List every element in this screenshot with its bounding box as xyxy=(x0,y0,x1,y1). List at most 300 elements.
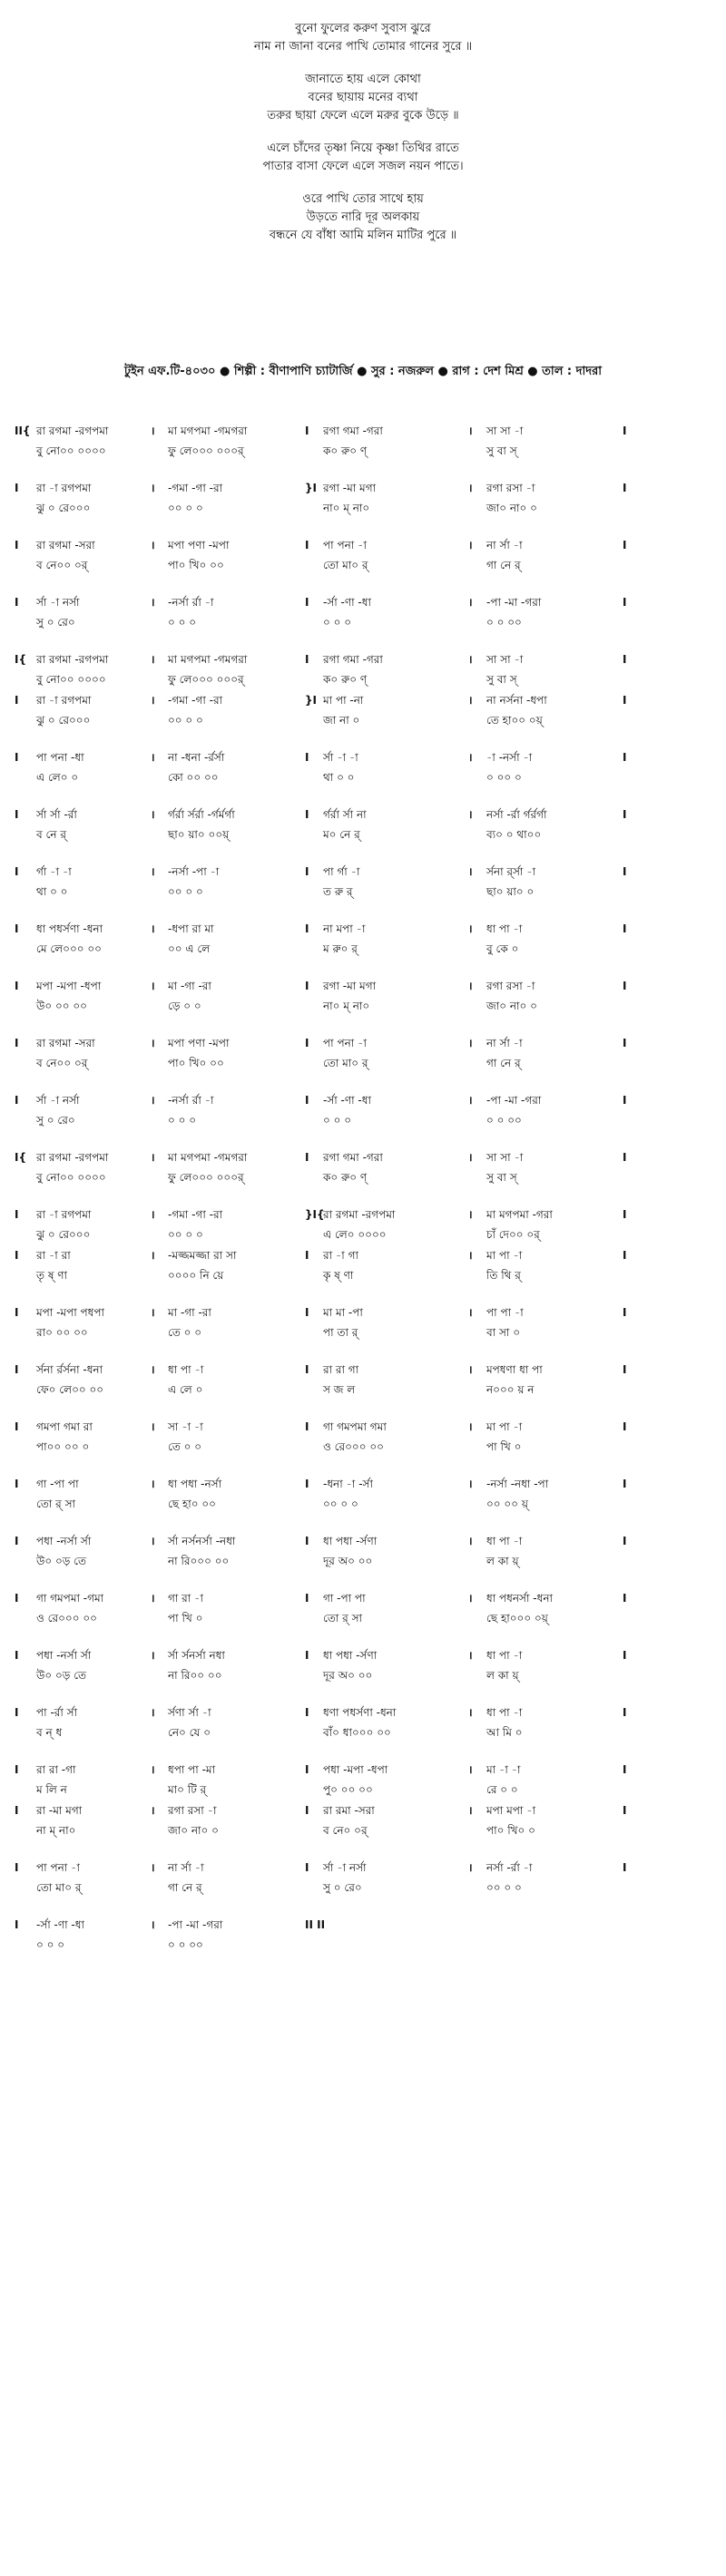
bar-mark: I xyxy=(15,1861,19,1874)
swara-cell: রা রগমা -রগপমা xyxy=(36,1151,109,1164)
bol-cell: ল কা য়্ xyxy=(486,1555,519,1567)
swara-cell: মা মা -পা xyxy=(323,1306,363,1319)
bol-cell: থা ০ ০ xyxy=(36,885,68,898)
swara-row xyxy=(0,921,726,937)
bar-mark: । xyxy=(151,1249,155,1262)
bol-cell: চাঁ দে০০ ০র্ xyxy=(486,1228,540,1241)
bar-mark: । xyxy=(151,1306,155,1319)
notation-line xyxy=(0,651,726,691)
bar-mark: I xyxy=(305,1306,309,1319)
bol-cell: ০ ০ ০ xyxy=(168,616,197,629)
swara-row xyxy=(0,1647,726,1664)
bar-mark: । xyxy=(468,1363,473,1376)
bol-cell: কো ০০ ০০ xyxy=(168,771,219,784)
bar-mark: । xyxy=(151,751,155,764)
bol-row xyxy=(0,557,726,573)
swara-cell: মপা মপা -া xyxy=(486,1804,536,1817)
swara-cell: মা -গা -রা xyxy=(168,1306,211,1319)
lyric-line: বনের ছায়ায় মনের ব্যথা xyxy=(308,91,418,104)
bol-cell: বা সা ০ xyxy=(486,1326,520,1339)
bol-cell: এ লে০ ০ xyxy=(36,771,79,784)
bol-cell: সু বা স্ xyxy=(486,444,517,457)
bol-row xyxy=(0,1553,726,1569)
bar-mark: । xyxy=(468,424,473,437)
bol-row xyxy=(0,998,726,1014)
bar-mark: I xyxy=(15,1478,19,1490)
bar-mark: । xyxy=(151,1208,155,1221)
bar-mark: । xyxy=(151,596,155,609)
bol-cell: না০ ম্ না০ xyxy=(323,1000,370,1012)
swara-row xyxy=(0,1092,726,1108)
bar-mark: I xyxy=(623,1094,627,1107)
swara-cell: -পা -মা -গরা xyxy=(486,1094,542,1107)
bar-mark: । xyxy=(468,1804,473,1817)
bar-mark: I xyxy=(623,1037,627,1049)
bar-mark: I xyxy=(15,1037,19,1049)
swara-row xyxy=(0,1247,726,1264)
bar-mark: । xyxy=(151,1420,155,1433)
swara-cell: -মজ্জমজ্জা রা সা xyxy=(168,1249,237,1262)
swara-cell: ধণা পধর্সণা -ধনা xyxy=(323,1706,397,1719)
bar-mark: । xyxy=(468,653,473,666)
bol-cell: তো র্ সা xyxy=(323,1612,362,1625)
lyric-line: উড়তে নারি দূর অলকায় xyxy=(306,210,420,224)
swara-row xyxy=(0,651,726,668)
bar-mark: । xyxy=(468,1306,473,1319)
bar-mark: I xyxy=(15,1208,19,1221)
bar-mark: I xyxy=(623,1249,627,1262)
swara-cell: ধা পা -া xyxy=(486,1706,523,1719)
lyric-line: এলে চাঁদের তৃষ্ণা নিয়ে কৃষ্ণা তিথির রাতে xyxy=(267,141,459,155)
notation-line xyxy=(0,1704,726,1744)
bol-cell: না রি০০ ০০ xyxy=(168,1669,222,1682)
bol-row xyxy=(0,1226,726,1243)
bol-cell: রে ০ ০ xyxy=(486,1783,518,1796)
bar-mark: । xyxy=(151,1804,155,1817)
notation-line xyxy=(0,1917,726,1956)
bar-mark: I xyxy=(305,1363,309,1376)
swara-cell: রা রমা -সরা xyxy=(323,1804,375,1817)
bar-mark: । xyxy=(151,539,155,551)
bar-mark: I xyxy=(305,1151,309,1164)
swara-cell: ধা পা -া xyxy=(168,1363,204,1376)
lyric-line: বন্ধনে যে বাঁধা আমি মলিন মাটির পুরে ॥ xyxy=(269,229,457,242)
swara-cell: মা মগপমা -গমগরা xyxy=(168,424,248,437)
swara-cell: না র্সা -া xyxy=(486,539,523,551)
bol-cell: এ লে ০ xyxy=(168,1383,203,1396)
bar-mark: । xyxy=(468,1094,473,1107)
bar-mark: I xyxy=(623,1592,627,1605)
swara-cell: -গমা -গা -রা xyxy=(168,694,223,707)
swara-row xyxy=(0,1035,726,1051)
bar-mark: I xyxy=(15,1804,19,1817)
swara-cell: সা -া -া xyxy=(168,1420,203,1433)
notation-line xyxy=(0,1647,726,1687)
swara-cell: রা -া গা xyxy=(323,1249,358,1262)
bar-mark: । xyxy=(151,808,155,821)
swara-cell: -র্সা -ণা -ধা xyxy=(323,596,371,609)
swara-cell: নর্সা -র্রা -া xyxy=(486,1861,533,1874)
swara-cell: সা সা -া xyxy=(486,1151,524,1164)
bar-mark: I xyxy=(305,424,309,437)
swara-cell: পা -র্রা র্সা xyxy=(36,1706,78,1719)
bar-mark: । xyxy=(468,1151,473,1164)
swara-row xyxy=(0,1533,726,1549)
swara-cell: রগা -মা মগা xyxy=(323,980,377,992)
bar-mark: I xyxy=(623,865,627,878)
swara-cell: ধা পা -া xyxy=(486,1535,523,1547)
bol-cell: ঝু ০ রে০০০ xyxy=(36,714,91,727)
bar-mark: । xyxy=(468,1649,473,1662)
bol-row xyxy=(0,1667,726,1683)
swara-cell: নর্সা -র্রা র্গর্রর্গা xyxy=(486,808,547,821)
swara-cell: রগা -মা মগা xyxy=(323,482,377,494)
swara-cell: র্সনা র্রর্সনা -ধনা xyxy=(36,1363,103,1376)
bar-mark: I xyxy=(623,424,627,437)
bar-mark: I xyxy=(623,1208,627,1221)
bol-cell: না রি০০০ ০০ xyxy=(168,1555,230,1567)
bol-row xyxy=(0,1781,726,1798)
swara-cell: র্গা -া -া xyxy=(36,865,72,878)
swara-cell: রা রগমা -সরা xyxy=(36,539,95,551)
bar-mark: I xyxy=(305,751,309,764)
notation-line xyxy=(0,1206,726,1246)
bar-mark: I xyxy=(305,1649,309,1662)
swara-row xyxy=(0,1149,726,1166)
bar-mark: I xyxy=(623,596,627,609)
swara-cell: পা পনা -া xyxy=(323,539,367,551)
bol-cell: পা০ খি০ ০ xyxy=(486,1824,535,1837)
bol-cell: তো মা০ র্ xyxy=(36,1881,82,1894)
bol-row xyxy=(0,614,726,630)
bar-mark: I xyxy=(15,1535,19,1547)
bar-mark: । xyxy=(151,1592,155,1605)
bol-cell: ০০০০ নি য়ে xyxy=(168,1269,224,1282)
lyric-stanza xyxy=(0,140,726,176)
bar-mark: । xyxy=(468,1249,473,1262)
swara-cell: ধা পা -া xyxy=(486,1649,523,1662)
swara-cell: -পা -মা -গরা xyxy=(168,1918,223,1931)
lyric-stanza xyxy=(0,190,726,245)
bol-cell: বাঁ০ ধা০০০ ০০ xyxy=(323,1726,391,1739)
bol-cell: স জ ল xyxy=(323,1383,356,1396)
notation-line xyxy=(0,692,726,732)
swara-cell: -নর্সা -পা -া xyxy=(168,865,220,878)
bar-mark: I xyxy=(305,653,309,666)
bar-mark: I xyxy=(305,808,309,821)
bol-cell: ০০ ০ ০ xyxy=(323,1498,358,1510)
bar-mark: । xyxy=(468,1592,473,1605)
swara-cell: রগা রসা -া xyxy=(486,980,535,992)
swara-cell: র্সনা র্র্সা -া xyxy=(486,865,536,878)
swara-row xyxy=(0,749,726,766)
swara-cell: মপা পণা -মপা xyxy=(168,1037,230,1049)
swara-cell: ধা পধা -নর্সা xyxy=(168,1478,222,1490)
bar-mark: I xyxy=(15,1420,19,1433)
bol-row xyxy=(0,1879,726,1896)
swara-row xyxy=(0,1476,726,1492)
bol-cell: সু ০ রে০ xyxy=(323,1881,362,1894)
bol-cell: ফু লে০০০ ০০০র্ xyxy=(168,444,244,457)
bol-row xyxy=(0,769,726,785)
bar-mark: । xyxy=(468,539,473,551)
swara-row xyxy=(0,1590,726,1606)
notation-line xyxy=(0,1035,726,1075)
notation-line xyxy=(0,1859,726,1899)
swara-cell: -র্সা -ণা -ধা xyxy=(323,1094,371,1107)
bar-mark: I xyxy=(15,751,19,764)
bar-mark: II II xyxy=(305,1918,326,1931)
bol-cell: গা নে র্ xyxy=(168,1881,202,1894)
bar-mark: }I{ xyxy=(305,1208,325,1221)
swara-cell: না মপা -া xyxy=(323,922,366,935)
bar-mark: । xyxy=(151,694,155,707)
bar-mark: I xyxy=(623,1804,627,1817)
bar-mark: I xyxy=(623,1649,627,1662)
bar-mark: । xyxy=(468,1037,473,1049)
bar-mark: । xyxy=(468,1706,473,1719)
swara-cell: পা র্গা -া xyxy=(323,865,360,878)
swara-cell: মপা -মপা -ধপা xyxy=(36,980,102,992)
notation-line xyxy=(0,423,726,463)
notation-line xyxy=(0,1802,726,1842)
bol-cell: ০ ০০ ০ xyxy=(486,771,522,784)
swara-cell: র্সা -া নর্সা xyxy=(36,1094,80,1107)
bol-cell: ফু লে০০০ ০০০র্ xyxy=(168,673,244,686)
bol-cell: উ০ ০ড় তে xyxy=(36,1555,87,1567)
bar-mark: I xyxy=(15,1306,19,1319)
bar-mark: । xyxy=(151,1363,155,1376)
swara-cell: মা -া -া xyxy=(486,1763,521,1776)
swara-cell: রগা গমা -গরা xyxy=(323,1151,383,1164)
bar-mark: I xyxy=(623,1535,627,1547)
notation-line xyxy=(0,921,726,961)
swara-cell: রা -া রগপমা xyxy=(36,694,92,707)
swara-cell: না র্সা -া xyxy=(486,1037,523,1049)
bol-row xyxy=(0,883,726,900)
bar-mark: I xyxy=(305,1804,309,1817)
bar-mark: I xyxy=(15,980,19,992)
swara-cell: ধা পা -া xyxy=(486,922,523,935)
bol-cell: পা খি ০ xyxy=(486,1440,522,1453)
swara-row xyxy=(0,594,726,610)
bol-cell: বু নো০০ ০০০০ xyxy=(36,673,106,686)
bol-cell: জা০ না০ ০ xyxy=(486,502,537,514)
bol-row xyxy=(0,1169,726,1186)
bar-mark: । xyxy=(151,1763,155,1776)
swara-cell: পা পা -া xyxy=(486,1306,524,1319)
notation-line xyxy=(0,537,726,577)
swara-row xyxy=(0,1917,726,1933)
swara-cell: মা মগপমা -গমগরা xyxy=(168,1151,248,1164)
bar-mark: । xyxy=(151,1649,155,1662)
bar-mark: I xyxy=(305,1094,309,1107)
bar-mark: II{ xyxy=(15,424,31,437)
swara-cell: রা রগমা -সরা xyxy=(36,1037,95,1049)
bar-mark: I xyxy=(623,482,627,494)
swara-cell: মপা -মপা পধপা xyxy=(36,1306,105,1319)
swara-cell: -নর্সা র্রা -া xyxy=(168,596,214,609)
swara-row xyxy=(0,978,726,994)
bol-cell: ন০০০ য় ন xyxy=(486,1383,535,1396)
swara-cell: গা -পা পা xyxy=(36,1478,79,1490)
bol-cell: ০ ০ ০০ xyxy=(168,1938,203,1951)
bol-cell: ঝু ০ রে০০০ xyxy=(36,1228,91,1241)
bol-cell: দূর অ০ ০০ xyxy=(323,1555,373,1567)
bol-row xyxy=(0,712,726,728)
bol-cell: ০০ ০ ০ xyxy=(168,1228,203,1241)
song-lyrics xyxy=(0,20,726,259)
bol-cell: ব নে র্ xyxy=(36,828,66,841)
swara-row xyxy=(0,1419,726,1435)
swara-cell: রা রগমা -রগপমা xyxy=(323,1208,396,1221)
bol-cell: ০০ ০ ০ xyxy=(168,502,203,514)
bol-cell: ও রে০০০ ০০ xyxy=(36,1612,97,1625)
notation-line xyxy=(0,1304,726,1344)
bar-mark: I xyxy=(305,980,309,992)
swara-cell: -ধনা -া -র্সা xyxy=(323,1478,373,1490)
bol-cell: তে ০ ০ xyxy=(168,1440,202,1453)
bol-cell: ম রু০ র্ xyxy=(323,942,358,955)
bar-mark: I xyxy=(15,482,19,494)
bol-cell: মে লে০০০ ০০ xyxy=(36,942,102,955)
swara-cell: পধা -নর্সা র্সা xyxy=(36,1535,92,1547)
bol-cell: ব ন্ ধ xyxy=(36,1726,63,1739)
swara-cell: রা রা গা xyxy=(323,1363,359,1376)
swara-cell: র্সণা র্সা -া xyxy=(168,1706,211,1719)
bar-mark: I xyxy=(15,1706,19,1719)
bol-cell: ম০ নে র্ xyxy=(323,828,360,841)
swara-row xyxy=(0,1304,726,1321)
bol-row xyxy=(0,1496,726,1512)
swara-cell: -র্সা -ণা -ধা xyxy=(36,1918,84,1931)
bar-mark: । xyxy=(151,482,155,494)
bol-cell: ০০ ০ ০ xyxy=(486,1881,522,1894)
swara-row xyxy=(0,864,726,880)
swara-cell: ধা পধর্সণা -ধনা xyxy=(36,922,103,935)
bol-cell: আ মি ০ xyxy=(486,1726,523,1739)
bol-cell: ল কা য়্ xyxy=(486,1669,519,1682)
bar-mark: I xyxy=(15,922,19,935)
bol-cell: গা নে র্ xyxy=(486,1057,521,1069)
notation-line xyxy=(0,1247,726,1287)
notation-line xyxy=(0,749,726,789)
bol-cell: বু কে ০ xyxy=(486,942,519,955)
bol-cell: ০০ ০০ য়্ xyxy=(486,1498,528,1510)
bol-cell: সু ০ রে০ xyxy=(36,616,75,629)
bol-cell: ফে০ লে০০ ০০ xyxy=(36,1383,104,1396)
bol-cell: সু বা স্ xyxy=(486,1171,517,1184)
bar-mark: I xyxy=(15,1649,19,1662)
bol-cell: বু নো০০ ০০০০ xyxy=(36,1171,106,1184)
swara-row xyxy=(0,1704,726,1721)
bol-row xyxy=(0,1610,726,1626)
bol-cell: জা না ০ xyxy=(323,714,360,727)
bol-cell: ছে হা০০০ ০য়্ xyxy=(486,1612,548,1625)
bol-row xyxy=(0,671,726,688)
bar-mark: I xyxy=(623,751,627,764)
bar-mark: । xyxy=(468,1208,473,1221)
bar-mark: । xyxy=(151,1918,155,1931)
notation-line xyxy=(0,978,726,1018)
bol-cell: ক০ রু০ ণ্ xyxy=(323,1171,368,1184)
bol-cell: ০ ০ ০ xyxy=(168,1114,197,1127)
bol-cell: পা তা র্ xyxy=(323,1326,358,1339)
swara-cell: -া -নর্সা -া xyxy=(486,751,533,764)
swara-row xyxy=(0,1859,726,1876)
swara-cell: ধা পধা -র্সণা xyxy=(323,1535,378,1547)
swara-cell: রগা গমা -গরা xyxy=(323,653,383,666)
swara-cell: পা পনা -া xyxy=(323,1037,367,1049)
swara-cell: র্সা -া নর্সা xyxy=(323,1861,367,1874)
bar-mark: । xyxy=(151,980,155,992)
bar-mark: I xyxy=(15,694,19,707)
bar-mark: । xyxy=(468,1861,473,1874)
swara-cell: না র্সা -া xyxy=(168,1861,204,1874)
bar-mark: I xyxy=(15,865,19,878)
bar-mark: I xyxy=(623,1420,627,1433)
notation-line xyxy=(0,1761,726,1801)
bar-mark: । xyxy=(468,980,473,992)
bol-cell: না০ ম্ না০ xyxy=(323,502,370,514)
swara-cell: মপা পণা -মপা xyxy=(168,539,230,551)
bol-cell: ০ ০ ০০ xyxy=(486,616,522,629)
swara-cell: সা সা -া xyxy=(486,653,524,666)
swara-cell: র্গর্রা র্সা না xyxy=(323,808,367,821)
bar-mark: । xyxy=(468,1535,473,1547)
bol-row xyxy=(0,1439,726,1455)
swara-cell: র্সা র্সনর্সা নধা xyxy=(168,1649,225,1662)
lyric-stanza xyxy=(0,71,726,125)
bar-mark: I xyxy=(305,1763,309,1776)
swara-cell: পা পনা -া xyxy=(36,1861,80,1874)
lyric-line: নাম না জানা বনের পাখি তোমার গানের সুরে ॥ xyxy=(253,40,473,54)
notation-line xyxy=(0,1361,726,1401)
bar-mark: । xyxy=(468,808,473,821)
bar-mark: । xyxy=(468,596,473,609)
swara-row xyxy=(0,480,726,496)
swara-cell: রা -া রগপমা xyxy=(36,1208,92,1221)
bol-cell: নে০ যে ০ xyxy=(168,1726,211,1739)
notation-line xyxy=(0,806,726,846)
swara-cell: মা পা -না xyxy=(323,694,364,707)
bar-mark: । xyxy=(468,865,473,878)
swara-cell: ধপা পা -মা xyxy=(168,1763,216,1776)
bar-mark: I xyxy=(15,1763,19,1776)
swara-cell: রগা রসা -া xyxy=(486,482,535,494)
bar-mark: I xyxy=(623,1478,627,1490)
bol-cell: পা০ খি০ ০০ xyxy=(168,559,224,571)
bar-mark: । xyxy=(151,1535,155,1547)
swara-cell: রা রগমা -রগপমা xyxy=(36,424,109,437)
bol-cell: না ম্ না০ xyxy=(36,1824,76,1837)
bol-cell: তো মা০ র্ xyxy=(323,1057,368,1069)
bol-cell: ০ ০ ০ xyxy=(323,616,352,629)
swara-cell: ধা পধা -র্সণা xyxy=(323,1649,378,1662)
bar-mark: I xyxy=(15,1249,19,1262)
bar-mark: I xyxy=(305,1420,309,1433)
bol-row xyxy=(0,1324,726,1341)
bar-mark: । xyxy=(151,865,155,878)
bar-mark: I xyxy=(623,1151,627,1164)
lyric-line: ওরে পাখি তোর সাথে হায় xyxy=(302,192,424,206)
bol-row xyxy=(0,1381,726,1398)
swara-row xyxy=(0,692,726,708)
lyric-line: বুনো ফুলের করুণ সুবাস ঝুরে xyxy=(295,22,431,35)
bar-mark: । xyxy=(151,1861,155,1874)
bol-cell: তো মা০ র্ xyxy=(323,559,368,571)
swara-cell: মা মগপমা -গমগরা xyxy=(168,653,248,666)
